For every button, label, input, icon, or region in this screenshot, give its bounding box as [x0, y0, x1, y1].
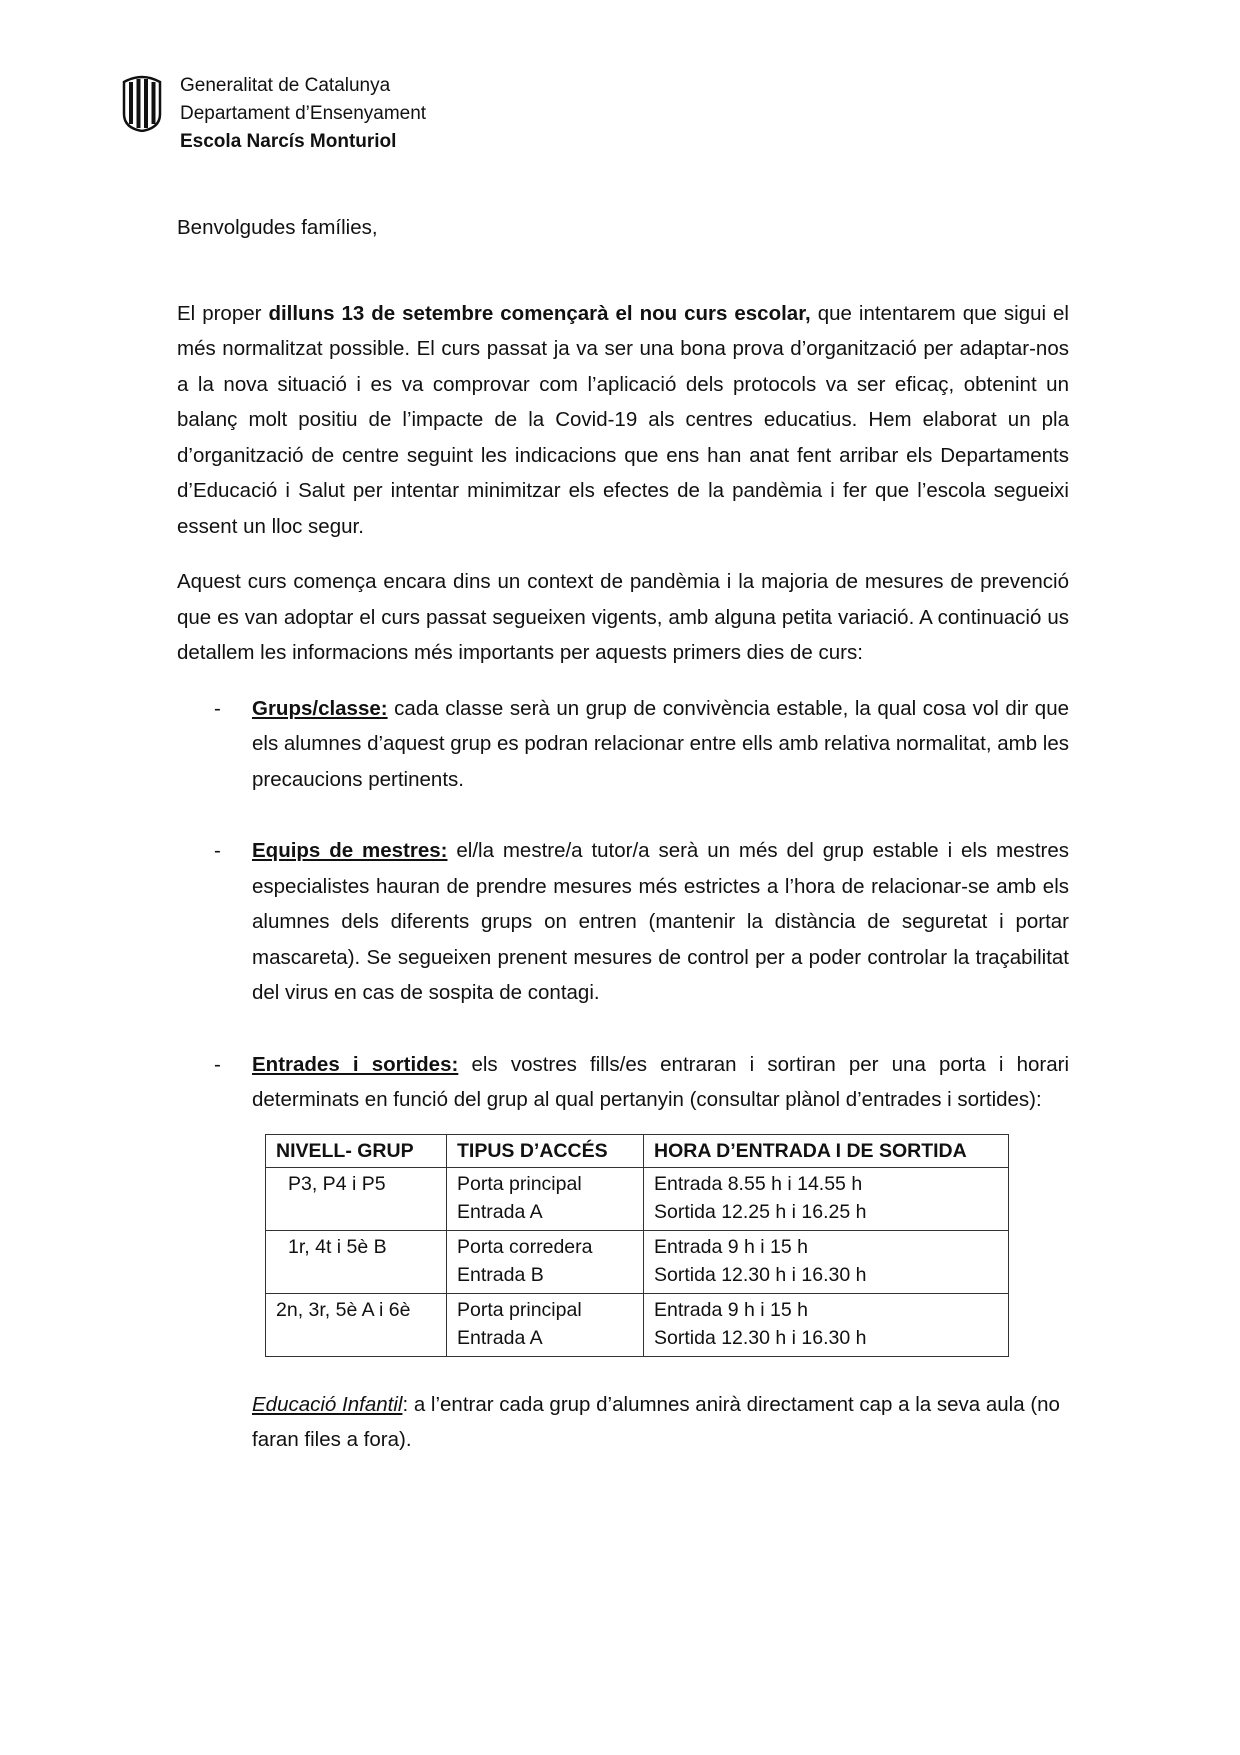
cell-times: [644, 1293, 1009, 1356]
list-item-title: Equips de mestres:: [252, 839, 448, 862]
list-item-groups: [177, 691, 1069, 798]
table-row: [266, 1167, 1009, 1230]
exit-time: Sortida 12.30 h i 16.30 h: [654, 1263, 867, 1286]
cell-times: [644, 1230, 1009, 1293]
list-item-teachers: [177, 833, 1069, 1011]
salutation: Benvolgudes famílies,: [177, 216, 378, 239]
paragraph-context: Aquest curs comença encara dins un context de pandèmia i la majoria de mesures de prevenció que es van adoptar el curs passat segueixen vigents, amb alguna petita variació. A continuació us detallem les informacions més importants per aquests primers dies de curs:: [177, 570, 1069, 664]
access-entrance: Entrada A: [457, 1326, 543, 1349]
header-times: HORA D’ENTRADA I DE SORTIDA: [644, 1134, 1009, 1167]
letterhead: [120, 72, 426, 156]
letterhead-school-name: Escola Narcís Monturiol: [180, 131, 397, 152]
exit-time: Sortida 12.25 h i 16.25 h: [654, 1200, 867, 1223]
list-dash: -: [214, 696, 221, 720]
table-row: [266, 1293, 1009, 1356]
cell-group: P3, P4 i P5: [266, 1167, 447, 1230]
cell-group: 2n, 3r, 5è A i 6è: [266, 1293, 447, 1356]
letterhead-line-2: Departament d’Ensenyament: [180, 103, 427, 124]
table-row: [266, 1230, 1009, 1293]
generalitat-stripes-icon: [120, 74, 164, 132]
list-item-text: el/la mestre/a tutor/a serà un més del grup estable i els mestres especialistes hauran de prendre mesures més estrictes a l’hora de relacionar-se amb els alumnes dels diferents grups on entren (mantenir la distància de seguretat i portar mascareta). Se segueixen prenent mesures de control per a poder controlar la traçabilitat del virus en cas de sospita de contagi.: [252, 839, 1069, 1004]
access-door: Porta principal: [457, 1298, 582, 1321]
infantil-title: Educació Infantil: [252, 1392, 403, 1416]
entry-time: Entrada 8.55 h i 14.55 h: [654, 1172, 863, 1195]
infantil-text: : a l’entrar cada grup d’alumnes anirà directament cap a la seva aula (no faran files a fora).: [252, 1392, 1060, 1451]
cell-access: [447, 1293, 644, 1356]
access-schedule-table: [265, 1134, 1009, 1357]
paragraph-intro: [177, 296, 1069, 545]
cell-access: [447, 1167, 644, 1230]
letterhead-line-1: Generalitat de Catalunya: [180, 75, 391, 96]
paragraph-intro-lead: El proper: [177, 301, 269, 325]
info-list: [177, 691, 1069, 1118]
start-date-highlight: dilluns 13 de setembre començarà el nou curs escolar,: [268, 301, 811, 325]
list-item-title: Entrades i sortides:: [252, 1052, 459, 1076]
cell-group: 1r, 4t i 5è B: [266, 1230, 447, 1293]
paragraph-infantil: [252, 1387, 1069, 1458]
list-item-entries: [177, 1047, 1069, 1118]
exit-time: Sortida 12.30 h i 16.30 h: [654, 1326, 867, 1349]
entry-time: Entrada 9 h i 15 h: [654, 1298, 808, 1321]
access-door: Porta corredera: [457, 1235, 593, 1258]
list-item-text: els vostres fills/es entraran i sortiran per una porta i horari determinats en funció del grup al qual pertanyin (consultar plànol d’entrades i sortides):: [252, 1052, 1069, 1111]
entry-time: Entrada 9 h i 15 h: [654, 1235, 808, 1258]
cell-access: [447, 1230, 644, 1293]
paragraph-intro-rest: que intentarem que sigui el més normalitzat possible. El curs passat ja va ser una bona prova d’organització per adaptar-nos a la nova situació i es va comprovar com l’aplicació dels protocols va ser eficaç, obtenint un balanç molt positiu de l’impacte de la Covid-19 als centres educatius. Hem elaborat un pla d’organització de centre seguint les indicacions que ens han anat fent arribar els Departaments d’Educació i Salut per intentar minimitzar els efectes de la pandèmia i fer que l’escola segueixi essent un lloc segur.: [177, 301, 1069, 538]
cell-times: [644, 1167, 1009, 1230]
letter-body: [177, 210, 1069, 1458]
header-group: NIVELL- GRUP: [266, 1134, 447, 1167]
list-item-title: Grups/classe:: [252, 696, 388, 720]
list-item-text: cada classe serà un grup de convivència estable, la qual cosa vol dir que els alumnes d’aquest grup es podran relacionar entre ells amb relativa normalitat, amb les precaucions pertinents.: [252, 696, 1070, 791]
list-dash: -: [214, 839, 221, 862]
access-door: Porta principal: [457, 1172, 582, 1195]
access-entrance: Entrada A: [457, 1200, 543, 1223]
header-access: TIPUS D’ACCÉS: [447, 1134, 644, 1167]
list-dash: -: [214, 1052, 221, 1076]
table-header-row: [266, 1134, 1009, 1167]
access-entrance: Entrada B: [457, 1263, 544, 1286]
